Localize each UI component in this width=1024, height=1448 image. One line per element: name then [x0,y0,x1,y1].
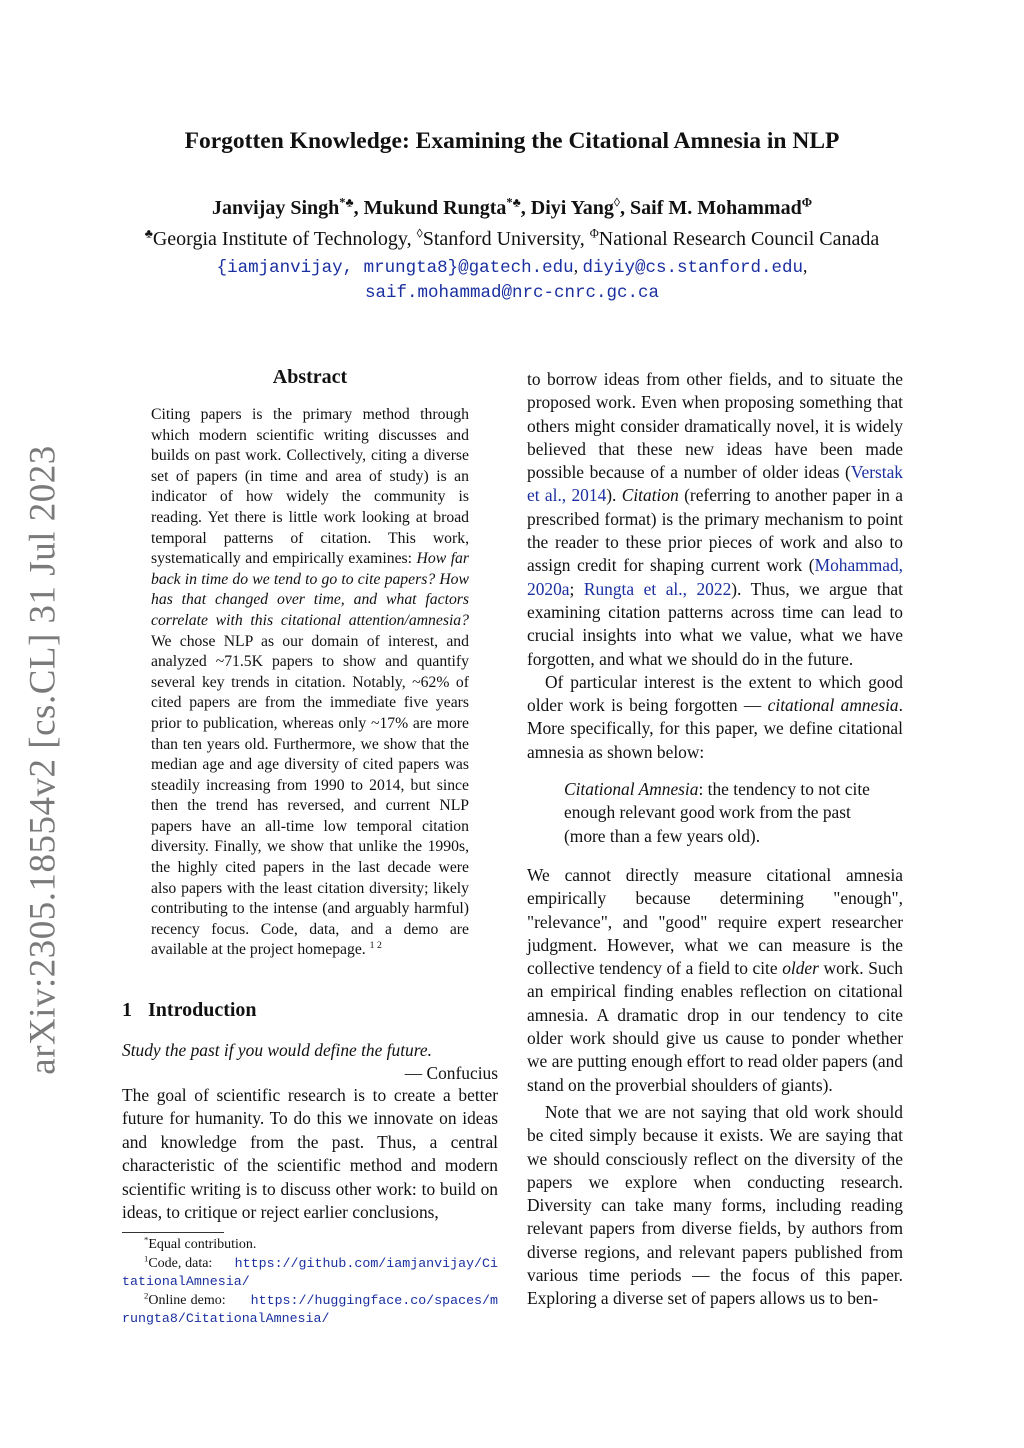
citation-link[interactable]: Mohammad, 2020a [527,555,903,599]
email-link[interactable]: {iamjanvijay, mrungta8}@gatech.edu [216,258,574,278]
author-name: Mukund Rungta [363,197,507,219]
citation-link[interactable]: Rungta et al., 2022 [583,578,732,599]
citation-link[interactable]: Verstak et al., 2014 [527,462,903,506]
footnote-link[interactable]: https://huggingface.co/spaces/mrungta8/CitationalAmnesia/ [122,1292,498,1326]
abstract-body: Citing papers is the primary method through which modern scientific writing discusses and builds on past work. Collectively, citing a diverse set of papers (in time and area of study) is an indicator of how widely the community is reading. Yet there is little work looking at broad temporal patterns of citation. This work, systematically and empirically examines: How far back in time do we tend to go to cite papers? How has that changed over time, and what factors correlate with this citational attention/amnesia? We chose NLP as our domain of interest, and analyzed ~71.5K papers to show and quantify several key trends in citation. Notably, ~62% of cited papers are from the immediate five years prior to publication, whereas only ~17% are more than ten years old. Furthermore, we show that the median age and age diversity of cited papers was steadily increasing from 1990 to 2014, but since then the trend has reversed, and current NLP papers have an all-time low temporal citation diversity. Finally, we show that unlike the 1990s, the highly cited papers in the last decade were also papers with the least citation diversity; likely contributing to the intense (and arguably harmful) recency focus. Code, data, and a demo are available at the project homepage. $^{1 2}$ [151,406,469,959]
epigraph: Study the past if you would define the future. — Confucius [122,1040,498,1083]
footnote: $^2$Online demo: https://huggingface.co/spaces/mrungta8/CitationalAmnesia/ [122,1289,498,1326]
footnote: $^1$Code, data: https://github.com/iamjanvijay/CitationalAmnesia/ [122,1252,498,1289]
right-column [527,368,903,1311]
author-list: Janvijay Singh*♣, Mukund Rungta*♣, Diyi Yang◊, Saif M. Mohammad$^\Phi$ [211,195,812,219]
section-heading: 1 Introduction [122,999,257,1021]
footnote: *Equal contribution. [144,1234,257,1252]
footnotes [122,1236,498,1329]
paragraph: We cannot directly measure citational amnesia empirically because determining "enough", "relevance", and "good" require expert researcher judgment. However, what we can measure is the collective tendency of a field to cite older work. Such an empirical finding enables reflection on citational amnesia. A dramatic drop in our tendency to cite older work should give us cause to ponder whether we are putting enough effort to read older papers (and stand on the proverbial shoulders of giants). [527,864,903,1095]
footnote-link[interactable]: https://github.com/iamjanvijay/CitationalAmnesia/ [122,1255,498,1289]
author-emails: {iamjanvijay, mrungta8}@gatech.edu, diyiy@cs.stanford.edu, saif.mohammad@nrc-cnrc.gc.ca [216,256,808,303]
email-link[interactable]: diyiy@cs.stanford.edu [582,258,803,278]
paragraph: to borrow ideas from other fields, and to situate the proposed work. Even when proposing something that others might consider dramatically novel, it is widely believed that these new ideas have been made possible because of a number of older ideas (Verstak et al., 2014). Citation (referring to another paper in a prescribed format) is the primary mechanism to point the reader to these prior pieces of work and also to assign credit for shaping current work (Mohammad, 2020a; Rungta et al., 2022). Thus, we argue that examining citation patterns across time can lead to crucial insights into what we value, what we have forgotten, and what we should do in the future. [527,369,903,669]
paragraph: Note that we are not saying that old work should be cited simply because it exists. We are saying that we should consciously reflect on the diversity of the papers we explore when conducting research. Diversity can take many forms, including reading relevant papers from diverse fields, by authors from diverse regions, and relevant papers published from various time periods — the focus of this paper. Exploring a diverse set of papers allows us to ben- [527,1101,903,1309]
author-name: Diyi Yang [530,197,614,219]
affiliations: ♣Georgia Institute of Technology, ◊Stanford University, $^\Phi$National Research Council Canada [144,226,880,250]
footnote-divider [122,1232,224,1233]
definition-block: Citational Amnesia: the tendency to not cite enough relevant good work from the past (more than a few years old). [564,779,870,846]
arxiv-stamp: arXiv:2305.18554v2 [cs.CL] 31 Jul 2023 [22,445,64,1075]
intro-paragraph: The goal of scientific research is to create a better future for humanity. To do this we innovate on ideas and knowledge from the past. Thus, a central characteristic of the scientific method and modern scientific writing is to discuss other work: to build on ideas, to critique or reject earlier conclusions, [122,1085,498,1223]
author-name: Janvijay Singh [211,197,340,219]
paper-title: Forgotten Knowledge: Examining the Citational Amnesia in NLP [184,128,840,154]
abstract-heading: Abstract [272,366,348,388]
paragraph: Of particular interest is the extent to which good older work is being forgotten — citational amnesia. More specifically, for this paper, we define citational amnesia as shown below: [527,671,903,762]
email-link[interactable]: saif.mohammad@nrc-cnrc.gc.ca [364,283,660,303]
footnote-marks[interactable]: 1 2 [369,940,382,952]
author-name: Saif M. Mohammad [630,197,802,219]
